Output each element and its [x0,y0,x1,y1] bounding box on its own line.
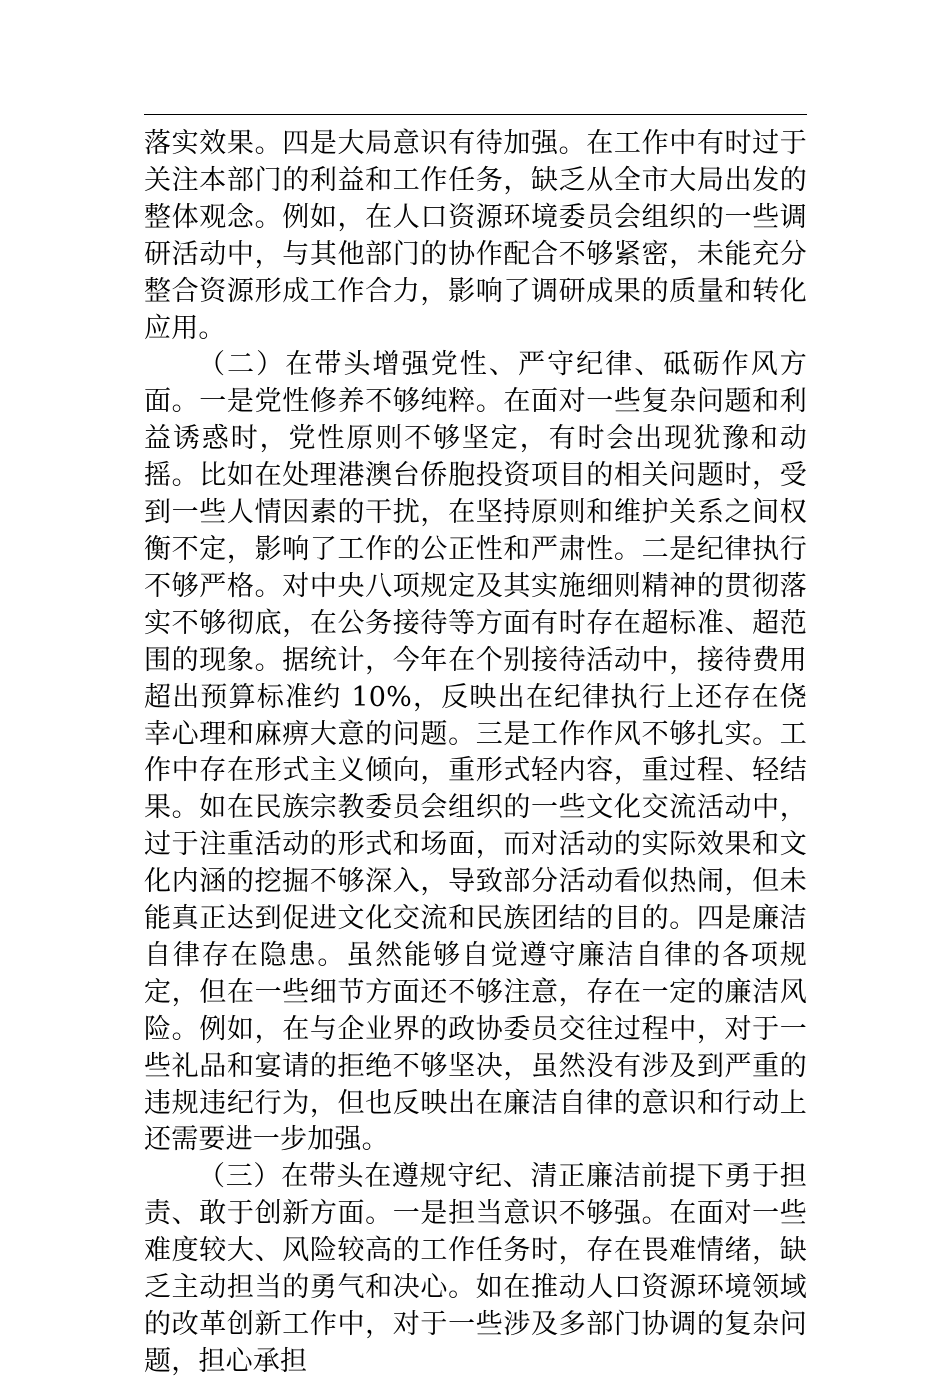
paragraph-continuation: 落实效果。四是大局意识有待加强。在工作中有时过于关注本部门的利益和工作任务，缺乏从全市大局出发的整体观念。例如，在人口资源环境委员会组织的一些调研活动中，与其他部门的协作配合不够紧密，未能充分整合资源形成工作合力，影响了调研成果的质量和转化应用。 [144,128,807,344]
paragraph-section-two: （二）在带头增强党性、严守纪律、砥砺作风方面。一是党性修养不够纯粹。在面对一些复杂问题和利益诱惑时，党性原则不够坚定，有时会出现犹豫和动摇。比如在处理港澳台侨胞投资项目的相关问题时，受到一些人情因素的干扰，在坚持原则和维护关系之间权衡不定，影响了工作的公正性和严肃性。二是纪律执行不够严格。对中央八项规定及其实施细则精神的贯彻落实不够彻底，在公务接待等方面有时存在超标准、超范围的现象。据统计，今年在个别接待活动中，接待费用超出预算标准约 10%，反映出在纪律执行上还存在侥幸心理和麻痹大意的问题。三是工作作风不够扎实。工作中存在形式主义倾向，重形式轻内容，重过程、轻结果。如在民族宗教委员会组织的一些文化交流活动中，过于注重活动的形式和场面，而对活动的实际效果和文化内涵的挖掘不够深入，导致部分活动看似热闹，但未能真正达到促进文化交流和民族团结的目的。四是廉洁自律存在隐患。虽然能够自觉遵守廉洁自律的各项规定，但在一些细节方面还不够注意，存在一定的廉洁风险。例如，在与企业界的政协委员交往过程中，对于一些礼品和宴请的拒绝不够坚决，虽然没有涉及到严重的违规违纪行为，但也反映出在廉洁自律的意识和行动上还需要进一步加强。 [144,349,807,1156]
document-body [144,126,807,1381]
paragraph-section-three: （三）在带头在遵规守纪、清正廉洁前提下勇于担责、敢于创新方面。一是担当意识不够强。在面对一些难度较大、风险较高的工作任务时，存在畏难情绪，缺乏主动担当的勇气和决心。如在推动人口资源环境领域的改革创新工作中，对于一些涉及多部门协调的复杂问题，担心承担 [144,1161,807,1377]
header-rule [144,114,807,115]
